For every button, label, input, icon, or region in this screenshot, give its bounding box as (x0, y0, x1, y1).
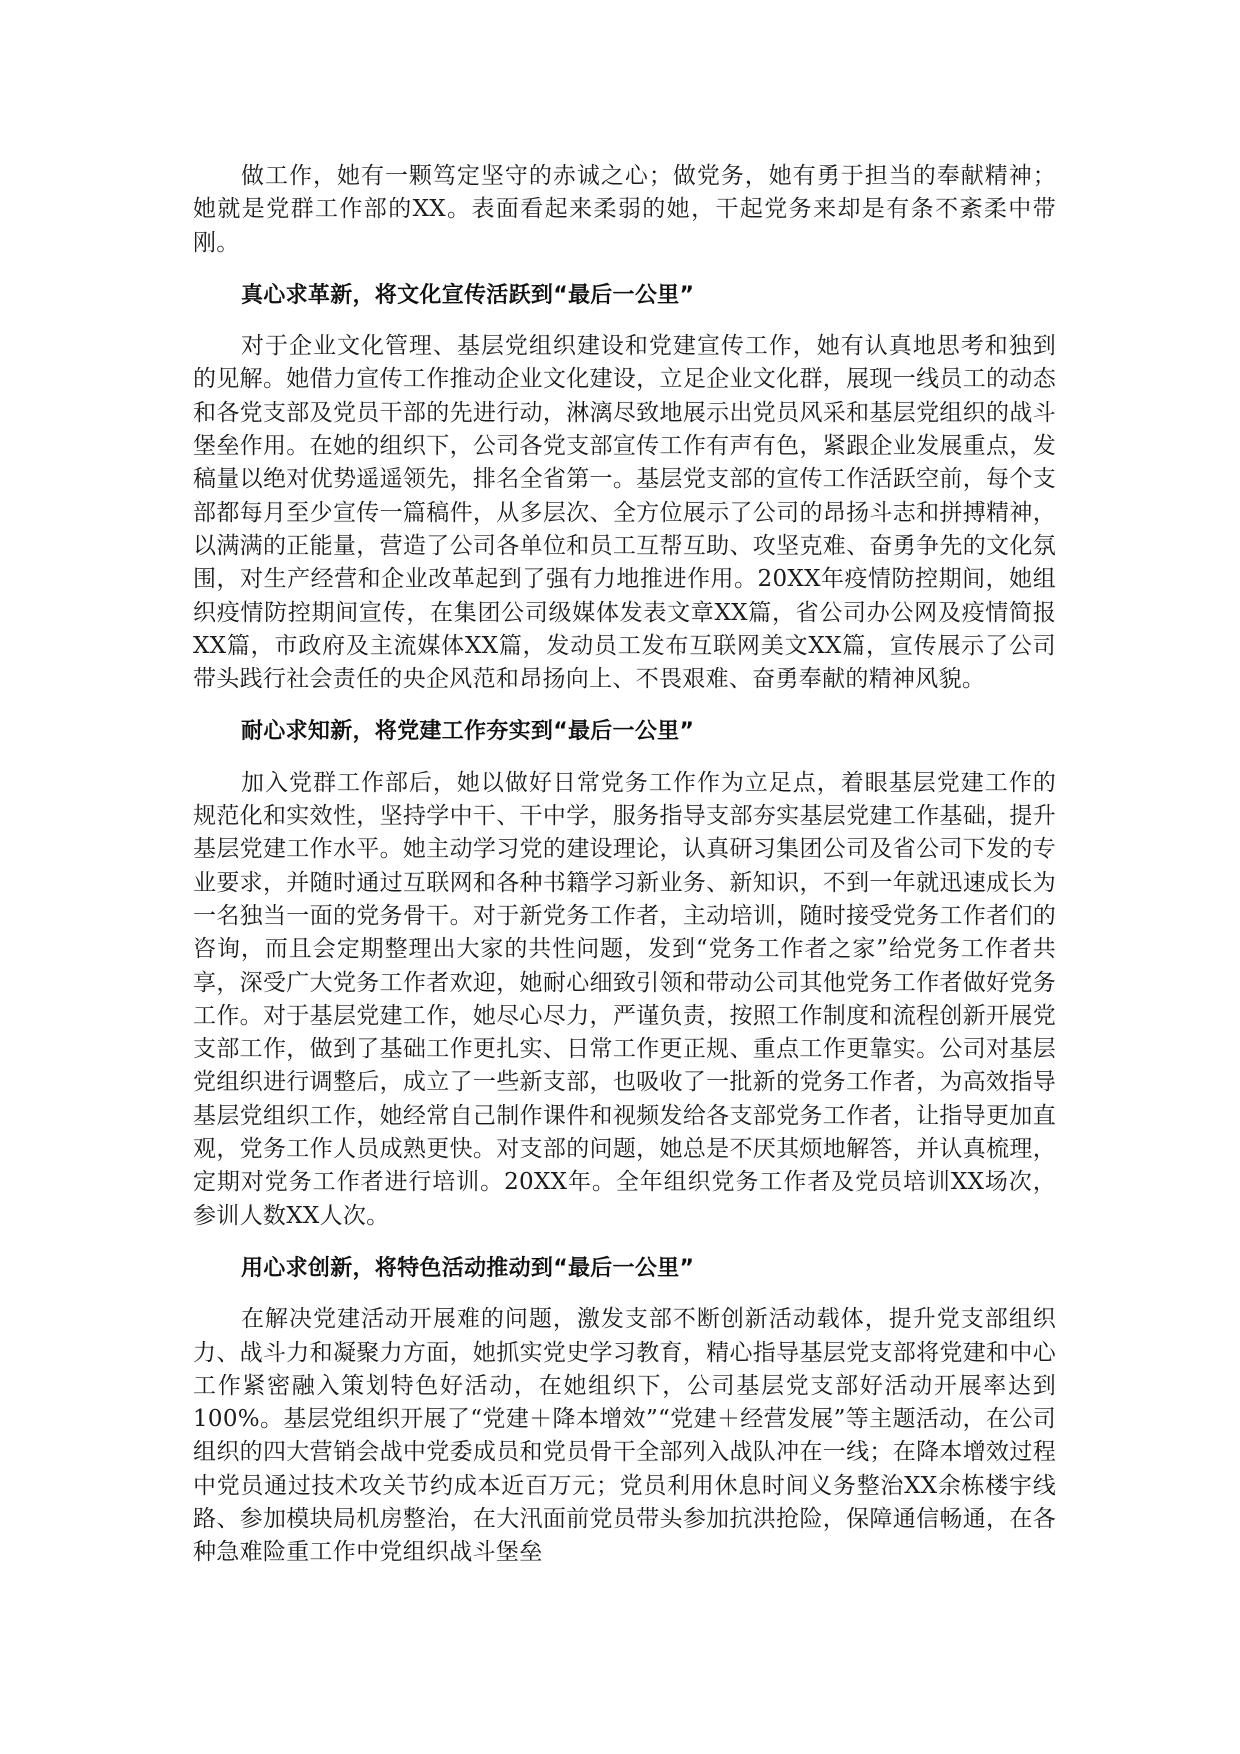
paragraph-spacer (193, 1233, 1056, 1252)
document-body (193, 160, 1056, 1570)
section-heading-party-building: 耐心求知新，将党建工作夯实到“最后一公里” (241, 719, 695, 745)
section-heading-culture: 真心求革新，将文化宣传活跃到“最后一公里” (241, 282, 695, 308)
section-heading-activities: 用心求创新，将特色活动推动到“最后一公里” (241, 1255, 695, 1281)
section-body-party-building: 加入党群工作部后，她以做好日常党务工作作为立足点，着眼基层党建工作的规范化和实效性，坚持学中干、干中学，服务指导支部夯实基层党建工作基础，提升基层党建工作水平。她主动学习党的建设理论，认真研习集团公司及省公司下发的专业要求，并随时通过互联网和各种书籍学习新业务、新知识，不到一年就迅速成长为一名独当一面的党务骨干。对于新党务工作者，主动培训，随时接受党务工作者们的咨询，而且会定期整理出大家的共性问题，发到“党务工作者之家”给党务工作者共享，深受广大党务工作者欢迎，她耐心细致引领和带动公司其他党务工作者做好党务工作。对于基层党建工作，她尽心尽力，严谨负责，按照工作制度和流程创新开展党支部工作，做到了基础工作更扎实、日常工作更正规、重点工作更靠实。公司对基层党组织进行调整后，成立了一些新支部，也吸收了一批新的党务工作者，为高效指导基层党组织工作，她经常自己制作课件和视频发给各支部党务工作者，让指导更加直观，党务工作人员成熟更快。对支部的问题，她总是不厌其烦地解答，并认真梳理，定期对党务工作者进行培训。20XX年。全年组织党务工作者及党员培训XX场次，参训人数XX人次。 (193, 769, 1056, 1229)
section-body-culture: 对于企业文化管理、基层党组织建设和党建宣传工作，她有认真地思考和独到的见解。她借力宣传工作推动企业文化建设，立足企业文化群，展现一线员工的动态和各党支部及党员干部的先进行动，淋漓尽致地展示出党员风采和基层党组织的战斗堡垒作用。在她的组织下，公司各党支部宣传工作有声有色，紧跟企业发展重点，发稿量以绝对优势遥遥领先，排名全省第一。基层党支部的宣传工作活跃空前，每个支部都每月至少宣传一篇稿件，从多层次、全方位展示了公司的昂扬斗志和拼搏精神，以满满的正能量，营造了公司各单位和员工互帮互助、攻坚克难、奋勇争先的文化氛围，对生产经营和企业改革起到了强有力地推进作用。20XX年疫情防控期间，她组织疫情防控期间宣传，在集团公司级媒体发表文章XX篇，省公司办公网及疫情简报XX篇，市政府及主流媒体XX篇，发动员工发布互联网美文XX篇，宣传展示了公司带头践行社会责任的央企风范和昂扬向上、不畏艰难、奋勇奉献的精神风貌。 (193, 333, 1056, 693)
section-body-activities: 在解决党建活动开展难的问题，激发支部不断创新活动载体，提升党支部组织力、战斗力和凝聚力方面，她抓实党史学习教育，精心指导基层党支部将党建和中心工作紧密融入策划特色好活动，在她组织下，公司基层党支部好活动开展率达到100%。基层党组织开展了“党建＋降本增效”“党建＋经营发展”等主题活动，在公司组织的四大营销会战中党委成员和党员骨干全部列入战队冲在一线；在降本增效过程中党员通过技术攻关节约成本近百万元；党员利用休息时间义务整治XX余栋楼宇线路、参加模块局机房整治，在大汛面前党员带头参加抗洪抢险，保障通信畅通，在各种急难险重工作中党组织战斗堡垒 (193, 1306, 1056, 1566)
intro-paragraph: 做工作，她有一颗笃定坚守的赤诚之心；做党务，她有勇于担当的奉献精神；她就是党群工作部的XX。表面看起来柔弱的她，干起党务来却是有条不紊柔中带刚。 (193, 163, 1056, 256)
paragraph-spacer (193, 696, 1056, 715)
heading-spacer (193, 312, 1056, 330)
heading-spacer (193, 749, 1056, 767)
heading-spacer (193, 1285, 1056, 1303)
paragraph-spacer (193, 260, 1056, 279)
